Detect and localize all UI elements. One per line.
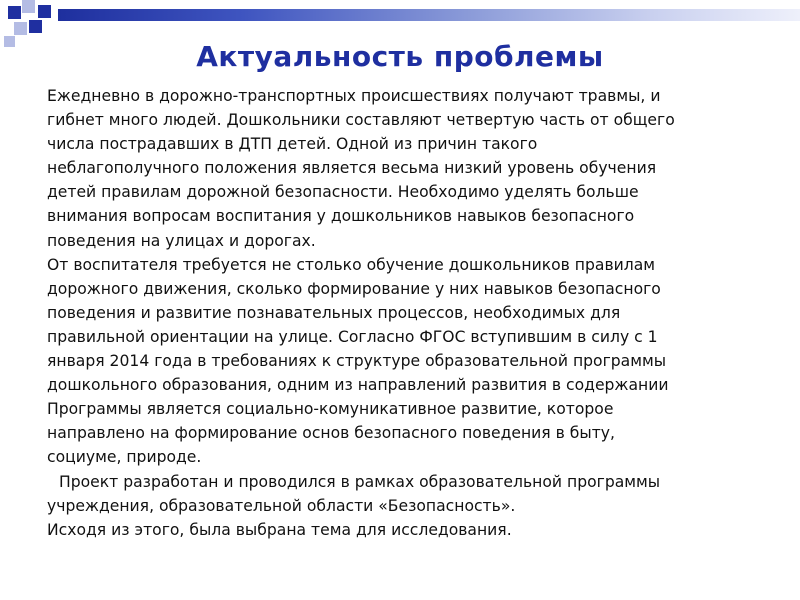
decor-square [29,20,42,33]
decor-square [22,0,35,13]
slide-title: Актуальность проблемы [196,40,604,73]
paragraph: Ежедневно в дорожно-транспортных происшествиях получают травмы, и гибнет много людей. Дошкольники составляют четвертую часть от общего числа пострадавших в ДТП детей. Одной из причин такого неблагополучного положения является весьма низкий уровень обучения детей правилам дорожной безопасности. Необходимо уделять больше внимания вопросам воспитания у дошкольников навыков безопасного поведения на улицах и дорогах. [47,87,675,250]
header-gradient-bar [58,9,800,21]
decor-square [14,22,27,35]
paragraph: Исходя из этого, была выбрана тема для исследования. [47,520,512,539]
decor-square [8,6,21,19]
decor-square [38,5,51,18]
paragraph: От воспитателя требуется не столько обучение дошкольников правилам дорожного движения, сколько формирование у них навыков безопасного поведения и развитие познавательных процессов, необходимых для правильной ориентации на улице. Согласно ФГОС вступившим в силу с 1 января 2014 года в требованиях к структуре образовательной программы дошкольного образования, одним из направлений развития в содержании Программы является социально-комуникативное развитие, которое направлено на формирование основ безопасного поведения в быту, социуме, природе. [47,255,669,467]
slide-body [47,84,747,542]
paragraph: Проект разработан и проводился в рамках образовательной программы учреждения, образовательной области «Безопасность». [47,472,661,515]
